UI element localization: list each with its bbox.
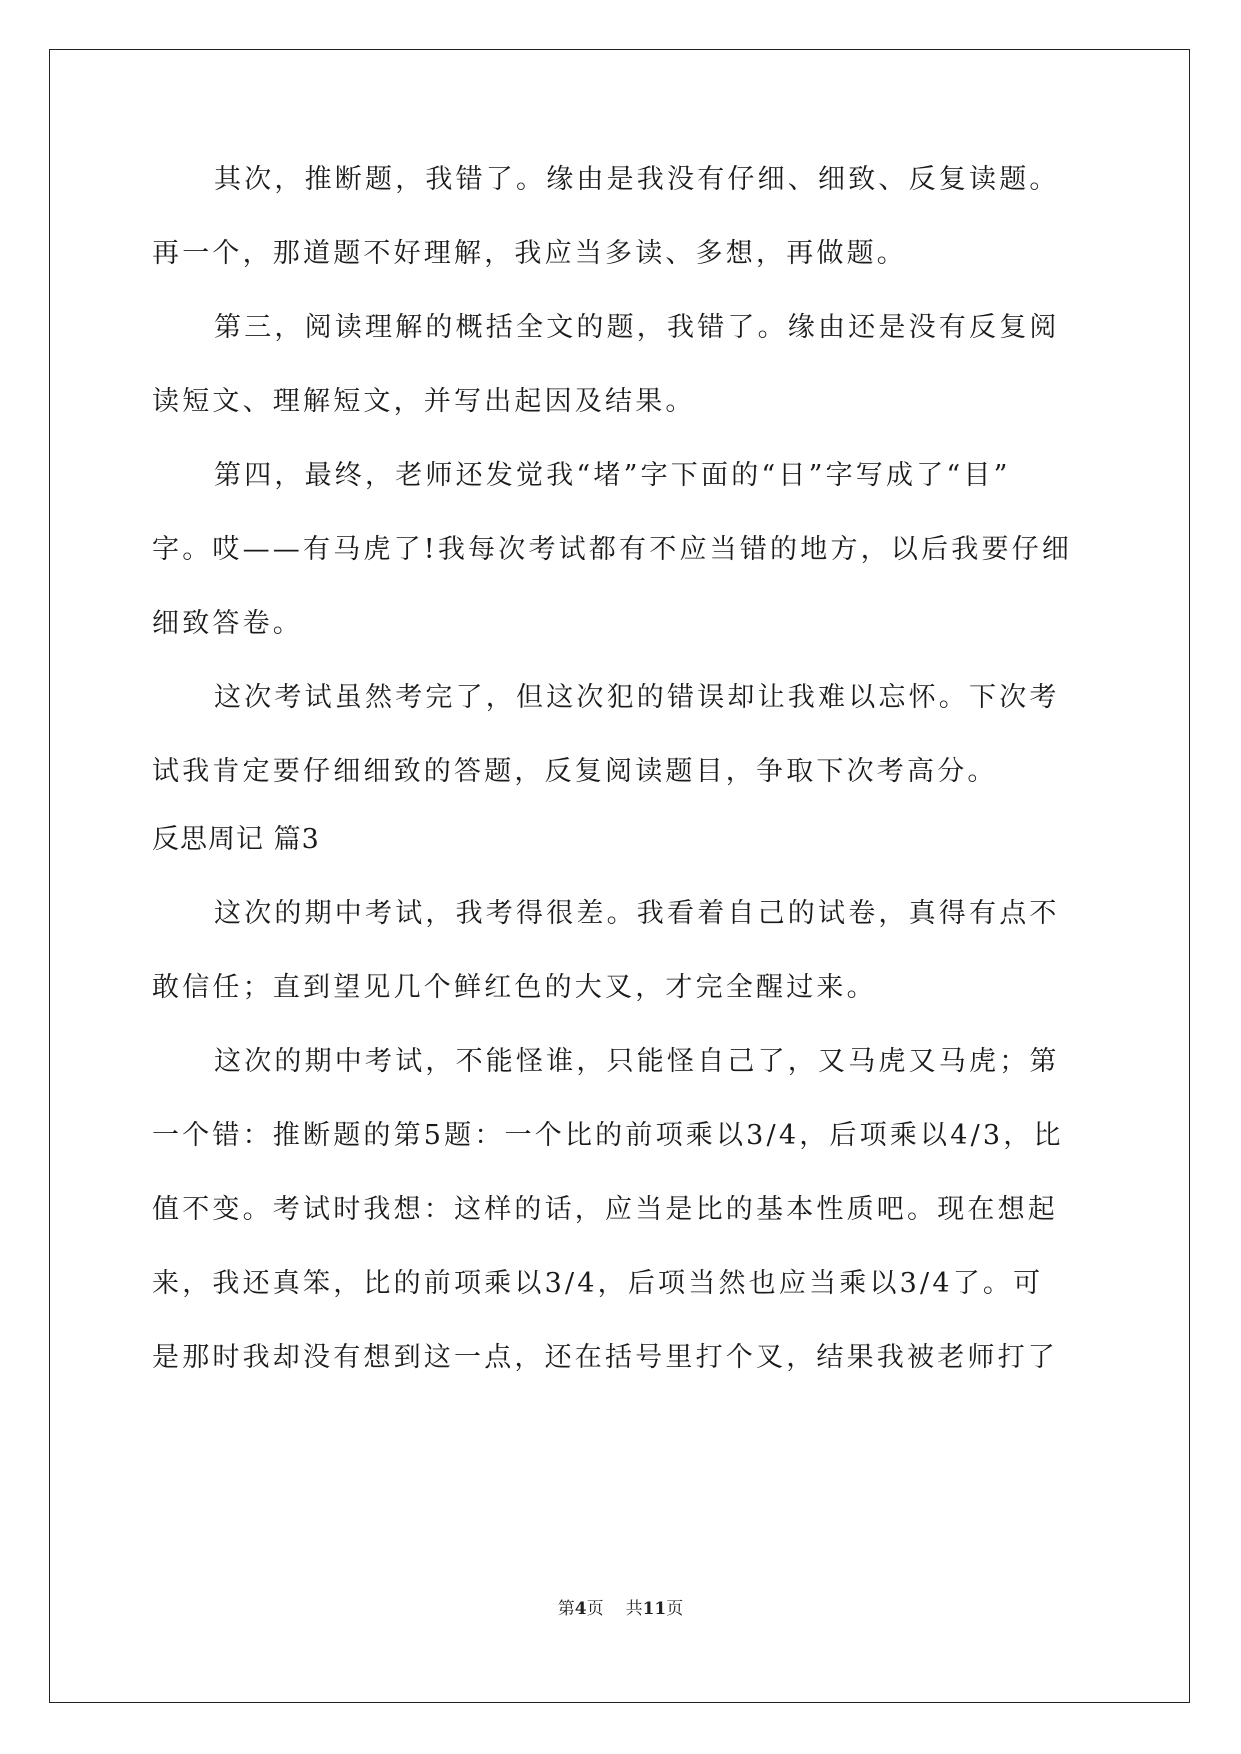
total-unit: 页 (666, 1599, 684, 1619)
text-line: 读短文、理解短文，并写出起因及结果。 (152, 386, 696, 417)
text-line: 第四，最终，老师还发觉我“堵”字下面的“日”字写成了“目” (214, 460, 1011, 491)
page-prefix: 第 (557, 1599, 575, 1619)
text-line: 其次，推断题，我错了。缘由是我没有仔细、细致、反复读题。 (214, 164, 1060, 195)
text-line: 是那时我却没有想到这一点，还在括号里打个叉，结果我被老师打了 (152, 1342, 1058, 1373)
text-line: 一个错：推断题的第5题：一个比的前项乘以3/4，后项乘以4/3，比 (152, 1120, 1064, 1151)
text-line: 字。哎——有马虎了!我每次考试都有不应当错的地方，以后我要仔细 (152, 534, 1073, 565)
text-line: 来，我还真笨，比的前项乘以3/4，后项当然也应当乘以3/4了。可 (152, 1268, 1044, 1299)
text-line: 这次的期中考试，不能怪谁，只能怪自己了，又马虎又马虎；第 (214, 1046, 1060, 1077)
text-line: 这次考试虽然考完了，但这次犯的错误却让我难以忘怀。下次考 (214, 682, 1060, 713)
total-prefix: 共 (625, 1599, 643, 1619)
text-line: 值不变。考试时我想：这样的话，应当是比的基本性质吧。现在想起 (152, 1194, 1058, 1225)
text-line: 这次的期中考试，我考得很差。我看着自己的试卷，真得有点不 (214, 898, 1060, 929)
page-unit: 页 (586, 1599, 604, 1619)
page-total: 11 (642, 1599, 667, 1619)
text-line: 再一个，那道题不好理解，我应当多读、多想，再做题。 (152, 238, 907, 269)
text-line: 细致答卷。 (152, 608, 303, 639)
page-current: 4 (574, 1599, 587, 1619)
section-heading: 反思周记 篇3 (152, 824, 320, 855)
text-line: 敢信任；直到望见几个鲜红色的大叉，才完全醒过来。 (152, 972, 877, 1003)
page-border (49, 49, 1190, 1703)
text-line: 第三，阅读理解的概括全文的题，我错了。缘由还是没有反复阅 (214, 312, 1060, 343)
page-footer (0, 1594, 1241, 1619)
text-line: 试我肯定要仔细细致的答题，反复阅读题目，争取下次考高分。 (152, 756, 998, 787)
